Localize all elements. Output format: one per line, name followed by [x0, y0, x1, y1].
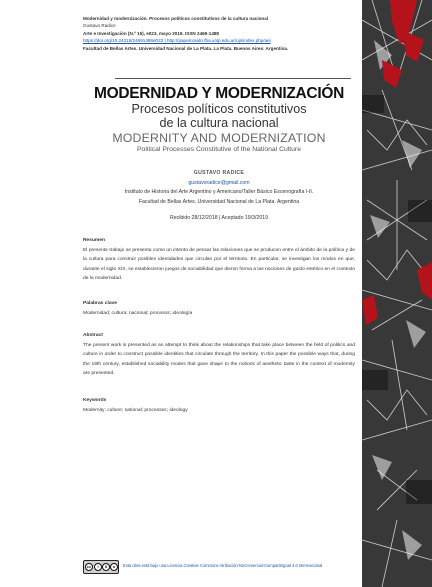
abstract-heading: Abstract [83, 333, 103, 338]
header-divider [115, 78, 351, 79]
license-footer [83, 559, 355, 577]
noncommercial-icon: $ [102, 563, 110, 571]
abstract-body: The present work is presented as an attempt to think about the relationships that take place between the field of politics and culture in order to construct possible identities that circulate through the territory. In this paper the possible ways that, during the 19th century, established sociability modes that gave shape to the notions of aesthetic taste in the context of modernity are presented. [83, 342, 355, 377]
creative-commons-badge[interactable] [83, 560, 119, 574]
cc-icon: cc [86, 564, 92, 569]
author-name: GUSTAVO RADICE [193, 170, 245, 176]
author-affiliation-2: Facultad de Bellas Artes. Universidad Nacional de La Plata. Argentina [138, 198, 300, 205]
sharealike-icon: o [110, 563, 118, 571]
received-accepted-dates: Recibido 28/12/2018 | Aceptado 19/3/2019 [170, 215, 268, 222]
keywords-section [83, 396, 355, 415]
header-doi-link[interactable]: https://doi.org/10.24215/24691488e023 | http://papelcosido.fba.unlp.edu.ar/ojs/index.php/aei [83, 38, 271, 44]
title-english: MODERNITY AND MODERNIZATION [112, 131, 326, 145]
resumen-section [83, 236, 355, 284]
resumen-body: El presente trabajo se presenta como un intento de pensar las relaciones que se producen entre el ámbito de la política y de la cultura para construir posibles identidades que circulan por el territorio. En particular, se investigan los modos en que, durante el siglo XIX, se establecieron juegos de sociabilidad que dieron forma a las nociones de gusto estético en el contexto de la modernidad. [83, 247, 355, 282]
abstract-section [83, 331, 355, 379]
header-author: Gustavo Radice [83, 23, 116, 29]
author-email[interactable]: gustavoradice@gmail.com [188, 179, 250, 186]
keywords-heading: Keywords [83, 398, 107, 403]
title-spanish: MODERNIDAD Y MODERNIZACIÓN [94, 85, 344, 102]
author-block [83, 169, 355, 224]
title-block [83, 85, 355, 154]
resumen-heading: Resumen [83, 238, 106, 243]
palabras-clave-section [83, 299, 355, 318]
palabras-clave-heading: Palabras clave [83, 301, 117, 306]
subtitle-spanish-line2: de la cultura nacional [159, 115, 279, 130]
author-affiliation-1: Instituto de Historia del Arte Argentino y Americano/Taller Básico Escenografía I-II. [124, 189, 314, 196]
subtitle-spanish-line1: Procesos políticos constitutivos [131, 102, 307, 116]
journal-header [83, 15, 355, 52]
header-journal: Arte e Investigación (N.º 15), e023, mayo 2019. ISSN 2469-1488 [83, 30, 219, 36]
palabras-clave-body: Modernidad; cultura; nacional; procesos; ideología [83, 310, 193, 316]
header-article-title: Modernidad y modernización. Procesos políticos constitutivos de la cultura nacional [83, 16, 269, 21]
header-institution: Facultad de Bellas Artes. Universidad Nacional de La Plata. La Plata. Buenos Aires. Argentina. [83, 45, 289, 51]
keywords-body: Modernity; culture; national; processes; ideology [83, 407, 188, 413]
license-link[interactable]: Esta obra está bajo una Licencia Creative Commons Atribución-NoComercial-CompartirIgual 4.0 Internacional [123, 563, 323, 568]
cover-artwork [362, 0, 432, 587]
subtitle-english: Political Processes Constitutive of the National Culture [137, 146, 301, 153]
attribution-icon: i [94, 563, 102, 571]
